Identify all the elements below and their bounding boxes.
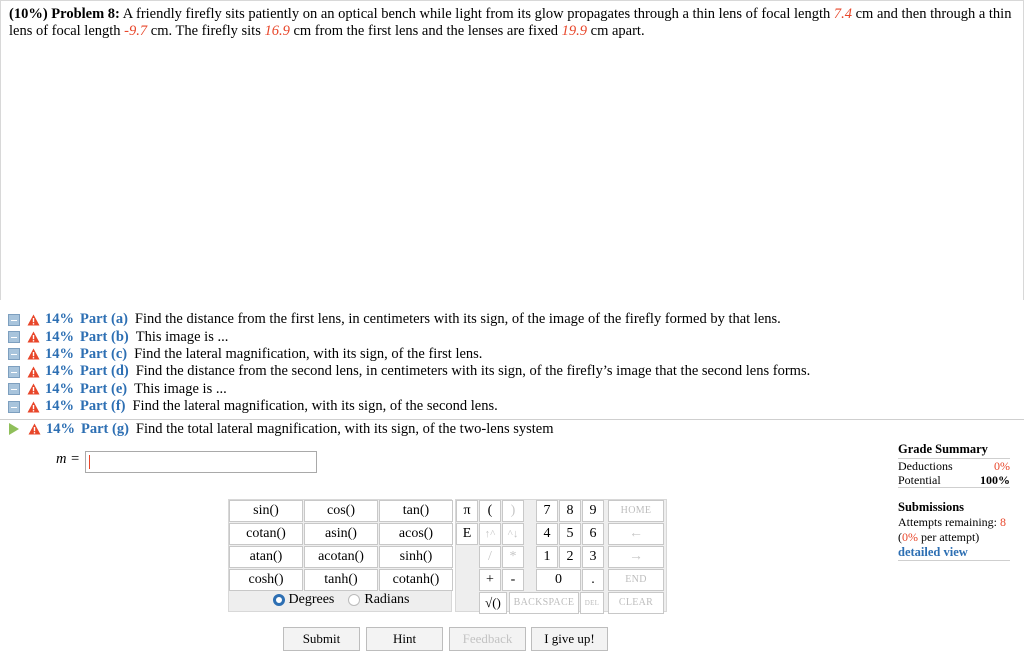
part-description: This image is ... xyxy=(135,328,229,345)
angle-mode xyxy=(229,590,453,610)
part-description: Find the lateral magnification, with its sign, of the first lens. xyxy=(134,345,483,362)
asin-button[interactable]: asin() xyxy=(304,523,378,545)
part-weight: 14% xyxy=(45,380,74,397)
part-label: Part (g) xyxy=(81,420,129,437)
sinh-button[interactable]: sinh() xyxy=(379,546,453,568)
warning-icon xyxy=(27,348,40,360)
collapse-icon[interactable] xyxy=(8,314,20,326)
cotan-button[interactable]: cotan() xyxy=(229,523,303,545)
part-description: Find the total lateral magnification, with its sign, of the two-lens system xyxy=(135,420,554,437)
part-weight: 14% xyxy=(45,345,74,362)
warning-icon xyxy=(27,366,40,378)
acotan-button[interactable]: acotan() xyxy=(304,546,378,568)
submissions-title: Submissions xyxy=(898,500,965,514)
part-label: Part (b) xyxy=(80,328,129,345)
part-description: Find the distance from the second lens, in centimeters with its sign, of the firefly’s image that the second lens forms. xyxy=(135,363,811,380)
problem-text-2: cm and then through a thin lens of focal length xyxy=(9,6,1012,39)
digit-0-key[interactable]: 0 xyxy=(536,569,581,591)
clear-key[interactable]: CLEAR xyxy=(608,592,664,614)
part-e-row[interactable] xyxy=(0,381,1024,398)
part-c-row[interactable] xyxy=(0,346,1024,363)
warning-icon xyxy=(27,383,40,395)
submit-button[interactable]: Submit xyxy=(283,627,360,651)
radians-label: Radians xyxy=(364,592,410,607)
part-f-row[interactable] xyxy=(0,398,1024,415)
warning-icon xyxy=(27,331,40,343)
answer-variable-label: m = xyxy=(56,451,80,467)
tan-button[interactable]: tan() xyxy=(379,500,453,522)
collapse-icon[interactable] xyxy=(8,383,20,395)
focal-length-2: -9.7 xyxy=(124,23,148,39)
superscript-up-key[interactable]: ↑^ xyxy=(479,523,501,545)
potential-label: Potential xyxy=(898,473,941,487)
problem-text-1: A friendly firefly sits patiently on an optical bench while light from its glow propagates through a thin lens of focal length xyxy=(119,6,834,22)
part-b-row[interactable] xyxy=(0,328,1024,345)
detailed-view-link[interactable]: detailed view xyxy=(898,545,1010,561)
part-description: Find the lateral magnification, with its sign, of the second lens. xyxy=(132,398,498,415)
keypad xyxy=(455,499,667,612)
submissions-block xyxy=(898,500,1010,561)
answer-input[interactable] xyxy=(85,451,317,473)
part-d-row[interactable] xyxy=(0,363,1024,380)
subscript-down-key[interactable]: ^↓ xyxy=(502,523,524,545)
digit-2-key[interactable]: 2 xyxy=(559,546,581,568)
atan-button[interactable]: atan() xyxy=(229,546,303,568)
lparen-key[interactable]: ( xyxy=(479,500,501,522)
text-caret xyxy=(89,455,90,469)
digit-9-key[interactable]: 9 xyxy=(582,500,604,522)
cos-button[interactable]: cos() xyxy=(304,500,378,522)
warning-icon xyxy=(27,314,40,326)
problem-text-5: cm apart. xyxy=(587,23,645,39)
rparen-key[interactable]: ) xyxy=(502,500,524,522)
deductions-value: 0% xyxy=(994,459,1010,473)
collapse-icon[interactable] xyxy=(8,348,20,360)
warning-icon xyxy=(27,401,40,413)
part-label: Part (d) xyxy=(80,363,129,380)
decimal-key[interactable]: . xyxy=(582,569,604,591)
home-key[interactable]: HOME xyxy=(608,500,664,522)
part-weight: 14% xyxy=(45,328,74,345)
cosh-button[interactable]: cosh() xyxy=(229,569,303,591)
part-label: Part (f) xyxy=(80,398,126,415)
end-key[interactable]: END xyxy=(608,569,664,591)
sin-button[interactable]: sin() xyxy=(229,500,303,522)
per-attempt: (0% per attempt) xyxy=(898,530,980,544)
right-arrow-key[interactable]: → xyxy=(608,546,664,568)
part-weight: 14% xyxy=(46,420,75,437)
attempts-value: 8 xyxy=(999,515,1006,529)
object-distance: 16.9 xyxy=(264,23,290,39)
part-weight: 14% xyxy=(45,363,74,380)
acos-button[interactable]: acos() xyxy=(379,523,453,545)
feedback-button[interactable]: Feedback xyxy=(449,627,526,651)
radians-radio[interactable] xyxy=(348,594,360,606)
left-arrow-key[interactable]: ← xyxy=(608,523,664,545)
multiply-key[interactable]: * xyxy=(502,546,524,568)
plus-key[interactable]: + xyxy=(479,569,501,591)
part-label: Part (c) xyxy=(80,345,128,362)
problem-text-3: cm. The firefly sits xyxy=(147,23,265,39)
deductions-label: Deductions xyxy=(898,459,953,473)
digit-8-key[interactable]: 8 xyxy=(559,500,581,522)
collapse-icon[interactable] xyxy=(8,401,20,413)
digit-6-key[interactable]: 6 xyxy=(582,523,604,545)
problem-statement xyxy=(0,0,1024,300)
collapse-icon[interactable] xyxy=(8,366,20,378)
part-description: This image is ... xyxy=(134,380,227,397)
deductions-row xyxy=(898,459,1010,473)
digit-4-key[interactable]: 4 xyxy=(536,523,558,545)
delete-key[interactable]: DEL xyxy=(580,592,604,614)
potential-row xyxy=(898,473,1010,488)
backspace-key[interactable]: BACKSPACE xyxy=(509,592,579,614)
potential-value: 100% xyxy=(980,473,1010,487)
digit-1-key[interactable]: 1 xyxy=(536,546,558,568)
pi-key[interactable]: π xyxy=(456,500,478,522)
divide-key[interactable]: / xyxy=(479,546,501,568)
part-description: Find the distance from the first lens, in centimeters with its sign, of the image of the firefly formed by that lens. xyxy=(134,311,781,328)
part-label: Part (e) xyxy=(80,380,128,397)
grade-summary-title: Grade Summary xyxy=(898,442,1010,459)
focal-length-1: 7.4 xyxy=(833,6,852,22)
cotanh-button[interactable]: cotanh() xyxy=(379,569,453,591)
sqrt-key[interactable]: √() xyxy=(479,592,507,614)
degrees-label: Degrees xyxy=(288,592,335,607)
tanh-button[interactable]: tanh() xyxy=(304,569,378,591)
part-weight: 14% xyxy=(45,398,74,415)
digit-5-key[interactable]: 5 xyxy=(559,523,581,545)
e-key[interactable]: E xyxy=(456,523,478,545)
part-a-row[interactable] xyxy=(0,311,1024,328)
part-weight: 14% xyxy=(45,311,74,328)
give-up-button[interactable]: I give up! xyxy=(531,627,608,651)
per-attempt-value: 0% xyxy=(902,530,918,544)
function-pad xyxy=(228,499,452,612)
part-label: Part (a) xyxy=(80,311,128,328)
problem-heading: (10%) Problem 8: xyxy=(9,6,120,22)
attempts-remaining: Attempts remaining: 8 xyxy=(898,515,1006,529)
digit-3-key[interactable]: 3 xyxy=(582,546,604,568)
lens-separation: 19.9 xyxy=(561,23,588,39)
problem-text-4: cm from the first lens and the lenses are fixed xyxy=(289,23,562,39)
hint-button[interactable]: Hint xyxy=(366,627,443,651)
degrees-radio[interactable] xyxy=(273,594,285,606)
grade-summary xyxy=(898,442,1010,561)
collapse-icon[interactable] xyxy=(8,331,20,343)
minus-key[interactable]: - xyxy=(502,569,524,591)
digit-7-key[interactable]: 7 xyxy=(536,500,558,522)
